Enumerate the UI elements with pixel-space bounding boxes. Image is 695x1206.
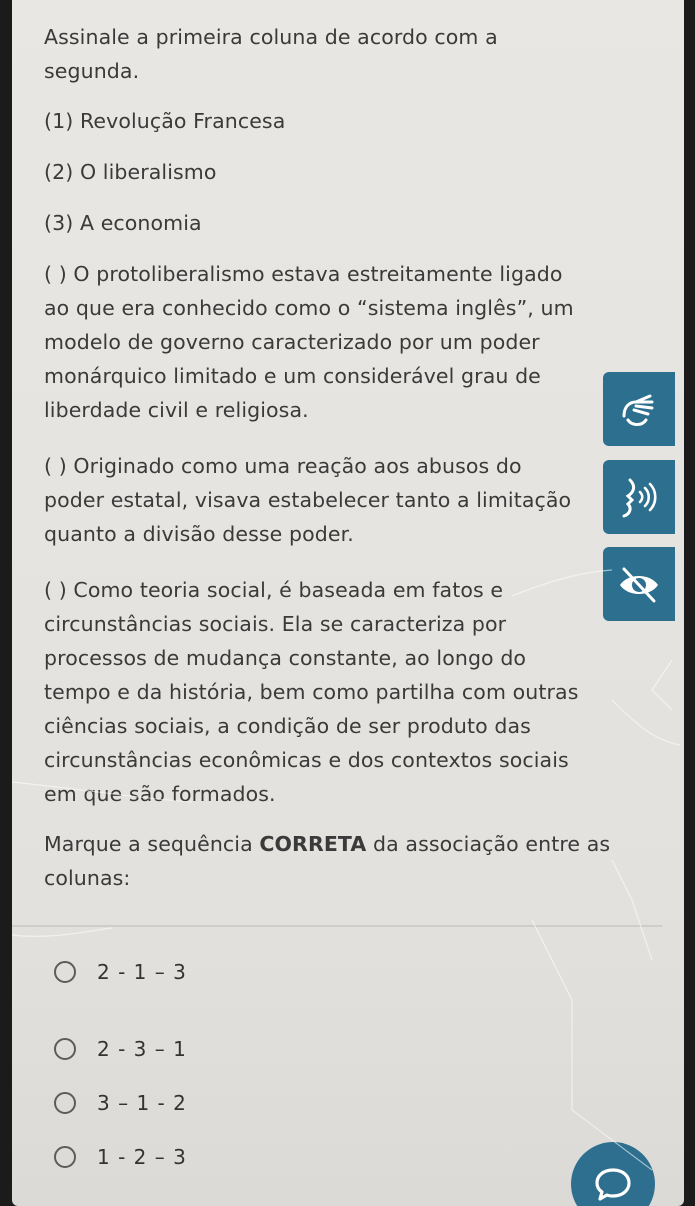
question-text [44,827,614,895]
low-vision-button[interactable] [603,547,675,621]
column-item-3: (3) A economia [44,211,202,235]
column-item-1: (1) Revolução Francesa [44,109,286,133]
answer-option-4[interactable] [44,1140,187,1174]
answer-option-3[interactable] [44,1086,187,1120]
low-vision-icon [616,561,662,607]
answer-option-2[interactable] [44,1032,187,1066]
chat-bubble-icon [593,1164,633,1204]
answer-option-label: 2 - 3 – 1 [97,1037,187,1061]
answer-option-label: 1 - 2 – 3 [97,1145,187,1169]
audio-reader-button[interactable] [603,460,675,534]
chat-button[interactable] [571,1142,655,1206]
answer-option-1[interactable] [44,955,187,989]
statement-1: ( ) O protoliberalismo estava estreitamente ligado ao que era conhecido como o “sistema inglês”, um modelo de governo caracterizado por um poder monárquico limitado e um considerável grau de liberdade civil e religiosa. [44,262,574,422]
sign-language-button[interactable] [603,372,675,446]
question-prefix: Marque a sequência [44,832,260,856]
audio-reader-icon [616,474,662,520]
instruction-text: Assinale a primeira coluna de acordo com a segunda. [44,25,498,83]
statement-3: ( ) Como teoria social, é baseada em fatos e circunstâncias sociais. Ela se caracteriza por processos de mudança constante, ao longo do tempo e da história, bem como partilha com outras ciências sociais, a condição de ser produto das circunstâncias econômicas e dos contextos sociais em que são formados. [44,578,579,806]
sign-language-icon [616,386,662,432]
radio-button[interactable] [54,1092,76,1114]
question-suffix: da associação entre as colunas: [44,832,611,890]
question-emphasis: CORRETA [259,832,367,856]
radio-button[interactable] [54,1038,76,1060]
radio-button[interactable] [54,961,76,983]
divider [12,925,662,927]
answer-option-label: 3 – 1 - 2 [97,1091,187,1115]
column-item-2: (2) O liberalismo [44,160,217,184]
answer-option-label: 2 - 1 – 3 [97,960,187,984]
quiz-page [12,0,684,1206]
radio-button[interactable] [54,1146,76,1168]
statement-2: ( ) Originado como uma reação aos abusos do poder estatal, visava estabelecer tanto a limitação quanto a divisão desse poder. [44,454,572,546]
